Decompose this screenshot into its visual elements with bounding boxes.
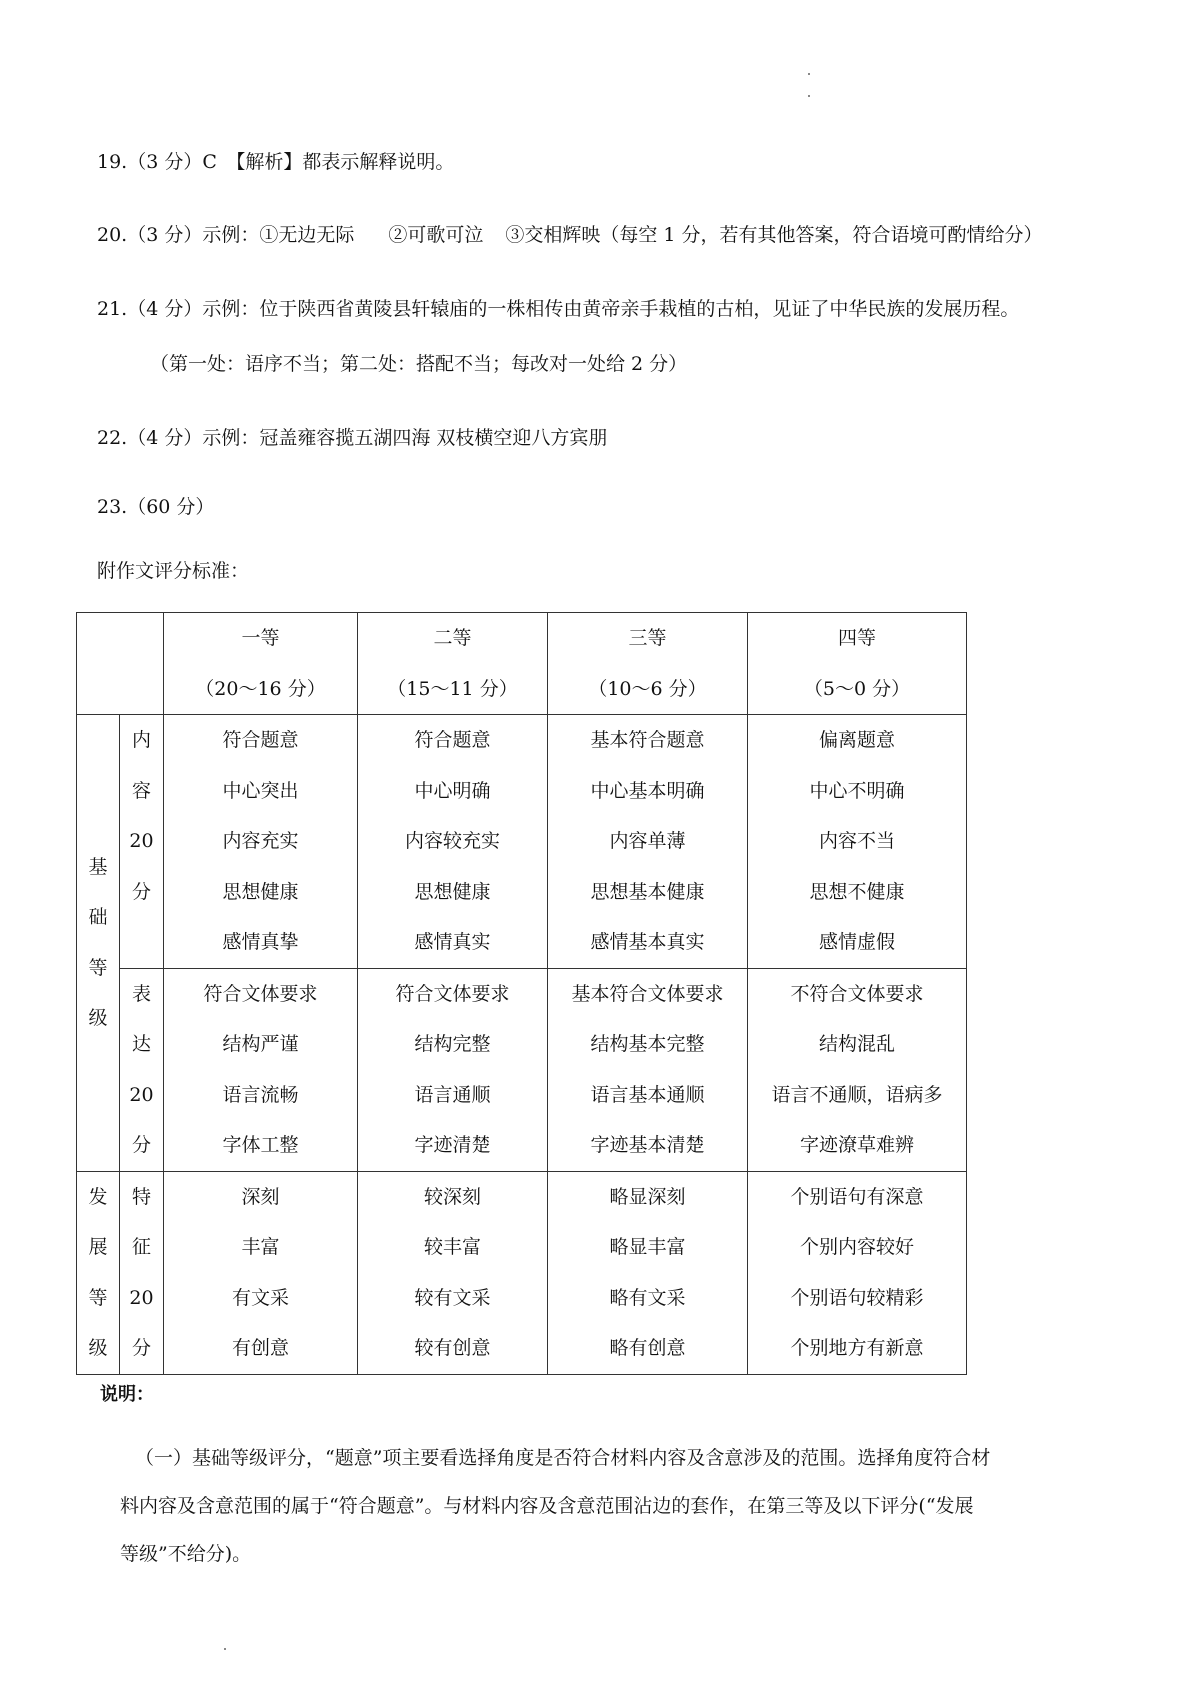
answer-22: 22.（4 分）示例：冠盖雍容揽五湖四海 双枝横空迎八方宾朋 <box>97 427 608 449</box>
feature-grade-3: 略显深刻 略显丰富 略有文采 略有创意 <box>548 1171 748 1374</box>
answer-20-part-b: ②可歌可泣 <box>388 224 484 246</box>
expression-row <box>77 968 967 1171</box>
essay-rubric-table <box>76 612 967 1375</box>
rubric-title: 附作文评分标准： <box>97 560 250 582</box>
content-grade-3: 基本符合题意 中心基本明确 内容单薄 思想基本健康 感情基本真实 <box>548 715 748 969</box>
content-row <box>77 715 967 969</box>
answer-21: 21.（4 分）示例：位于陕西省黄陵县轩辕庙的一株相传由黄帝亲手栽植的古柏，见证了中华民族的发展历程。 <box>97 298 1020 320</box>
expression-grade-3: 基本符合文体要求 结构基本完整 语言基本通顺 字迹基本清楚 <box>548 968 748 1171</box>
scan-mark <box>224 1648 226 1650</box>
feature-grade-1: 深刻 丰富 有文采 有创意 <box>164 1171 358 1374</box>
notes-paragraph-1 <box>120 1434 1115 1578</box>
notes-line-1: （一）基础等级评分，“题意”项主要看选择角度是否符合材料内容及含意涉及的范围。选择角度符合材 <box>135 1447 991 1469</box>
feature-grade-2: 较深刻 较丰富 较有文采 较有创意 <box>358 1171 548 1374</box>
header-corner-cell <box>77 613 164 715</box>
answer-20-part-c: ③交相辉映（每空 1 分，若有其他答案，符合语境可酌情给分） <box>505 224 1043 246</box>
feature-row <box>77 1171 967 1374</box>
notes-line-3: 等级”不给分)。 <box>120 1543 252 1565</box>
feature-label: 特 征 20 分 <box>120 1171 164 1374</box>
answer-21-note: （第一处：语序不当；第二处：搭配不当；每改对一处给 2 分） <box>150 353 688 375</box>
notes-line-2: 料内容及含意范围的属于“符合题意”。与材料内容及含意范围沾边的套作，在第三等及以下评分(“发展 <box>120 1495 974 1517</box>
development-level-label: 发 展 等 级 <box>77 1171 120 1374</box>
content-label: 内 容 20 分 <box>120 715 164 969</box>
content-grade-4: 偏离题意 中心不明确 内容不当 思想不健康 感情虚假 <box>748 715 967 969</box>
feature-grade-4: 个别语句有深意 个别内容较好 个别语句较精彩 个别地方有新意 <box>748 1171 967 1374</box>
grade-header-4: 四等 （5～0 分） <box>748 613 967 715</box>
grade-header-2: 二等 （15～11 分） <box>358 613 548 715</box>
scan-mark <box>808 95 810 97</box>
answer-20 <box>97 222 1043 248</box>
expression-grade-1: 符合文体要求 结构严谨 语言流畅 字体工整 <box>164 968 358 1171</box>
scan-mark <box>808 73 810 75</box>
answer-23: 23.（60 分） <box>97 496 215 518</box>
content-grade-2: 符合题意 中心明确 内容较充实 思想健康 感情真实 <box>358 715 548 969</box>
grade-header-row <box>77 613 967 715</box>
notes-title: 说明： <box>100 1384 154 1404</box>
grade-header-3: 三等 （10～6 分） <box>548 613 748 715</box>
content-grade-1: 符合题意 中心突出 内容充实 思想健康 感情真挚 <box>164 715 358 969</box>
answer-19: 19.（3 分）C 【解析】都表示解释说明。 <box>97 151 455 173</box>
basic-level-label: 基 础 等 级 <box>77 715 120 1172</box>
expression-grade-2: 符合文体要求 结构完整 语言通顺 字迹清楚 <box>358 968 548 1171</box>
expression-grade-4: 不符合文体要求 结构混乱 语言不通顺，语病多 字迹潦草难辨 <box>748 968 967 1171</box>
grade-header-1: 一等 （20～16 分） <box>164 613 358 715</box>
answer-20-part-a: 20.（3 分）示例：①无边无际 <box>97 224 355 246</box>
expression-label: 表 达 20 分 <box>120 968 164 1171</box>
